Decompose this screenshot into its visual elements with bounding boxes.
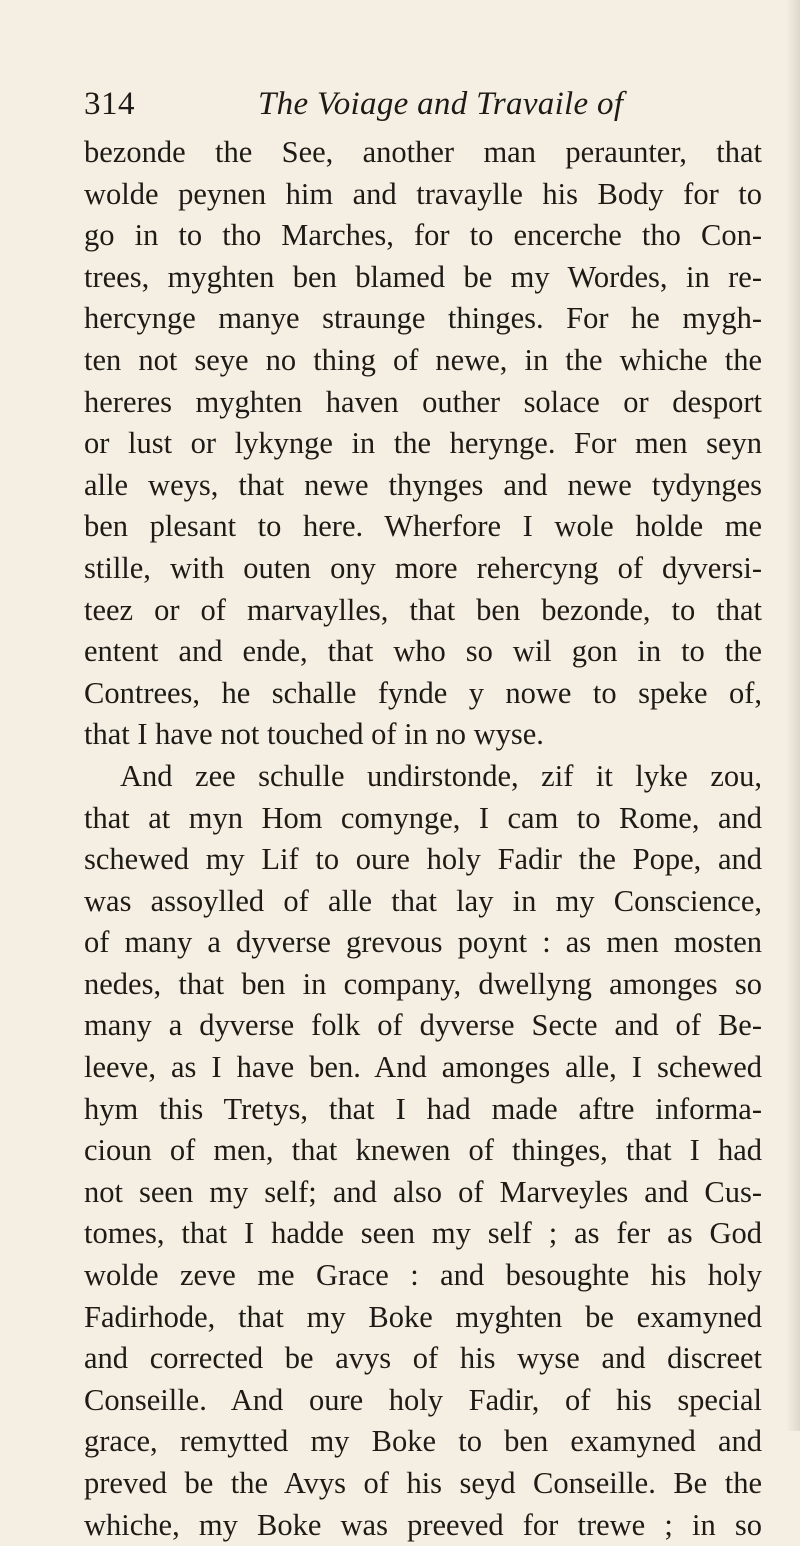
text-line: bezonde the See, another man peraunter, that: [84, 135, 762, 169]
text-line: was assoylled of alle that lay in my Conscience,: [84, 883, 762, 918]
text-line: and corrected be avys of his wyse and discreet: [84, 1341, 762, 1376]
text-line: Fadirhode, that my Boke myghten be examyned: [84, 1299, 762, 1334]
text-line: ten not seye no thing of newe, in the whiche the: [84, 342, 762, 377]
text-line: Conseille. And oure holy Fadir, of his special: [84, 1382, 762, 1417]
text-line: schewed my Lif to oure holy Fadir the Pope, and: [84, 842, 762, 877]
text-line: grace, remytted my Boke to ben examyned and: [84, 1424, 762, 1459]
text-line: tomes, that I hadde seen my self ; as fer as God: [84, 1216, 762, 1251]
text-line: alle weys, that newe thynges and newe tydynges: [84, 467, 762, 502]
text-line: teez or of marvaylles, that ben bezonde, to that: [84, 592, 762, 627]
text-line: nedes, that ben in company, dwellyng amonges so: [84, 966, 762, 1001]
text-line: hercynge manye straunge thinges. For he mygh-: [84, 301, 762, 336]
text-line: preved be the Avys of his seyd Conseille. Be the: [84, 1466, 762, 1500]
page-number: 314: [84, 86, 135, 122]
text-line: ben plesant to here. Wherfore I wole holde me: [84, 509, 762, 544]
running-header: [0, 86, 800, 126]
paragraph-end-line: that I have not touched of in no wyse.: [84, 717, 544, 752]
text-line: stille, with outen ony more rehercyng of dyversi-: [84, 550, 762, 585]
text-line: wolde zeve me Grace : and besoughte his holy: [84, 1258, 762, 1293]
text-line: whiche, my Boke was preeved for trewe ; in so: [84, 1507, 762, 1542]
text-line: go in to tho Marches, for to encerche tho Con-: [84, 218, 762, 253]
text-line: Contrees, he schalle fynde y nowe to speke of,: [84, 675, 762, 710]
text-line: leeve, as I have ben. And amonges alle, I schewed: [84, 1050, 762, 1085]
paragraph-start-line: And zee schulle undirstonde, zif it lyke zou,: [120, 758, 762, 793]
text-line: wolde peynen him and travaylle his Body for to: [84, 176, 762, 211]
text-line: hereres myghten haven outher solace or desport: [84, 384, 762, 419]
text-line: that at myn Hom comynge, I cam to Rome, and: [84, 800, 762, 835]
text-line: not seen my self; and also of Marveyles and Cus-: [84, 1174, 762, 1209]
text-line: many a dyverse folk of dyverse Secte and of Be-: [84, 1008, 762, 1043]
body-text: [84, 132, 762, 1546]
text-line: trees, myghten ben blamed be my Wordes, in re-: [84, 259, 762, 294]
running-title: The Voiage and Travaile of: [258, 86, 624, 122]
text-line: cioun of men, that knewen of thinges, that I had: [84, 1133, 762, 1168]
page-edge-shadow: [786, 0, 800, 1431]
text-line: hym this Tretys, that I had made aftre informa-: [84, 1091, 762, 1126]
text-line: entent and ende, that who so wil gon in to the: [84, 634, 762, 669]
text-line: or lust or lykynge in the herynge. For men seyn: [84, 426, 762, 461]
text-line: of many a dyverse grevous poynt : as men mosten: [84, 925, 762, 960]
